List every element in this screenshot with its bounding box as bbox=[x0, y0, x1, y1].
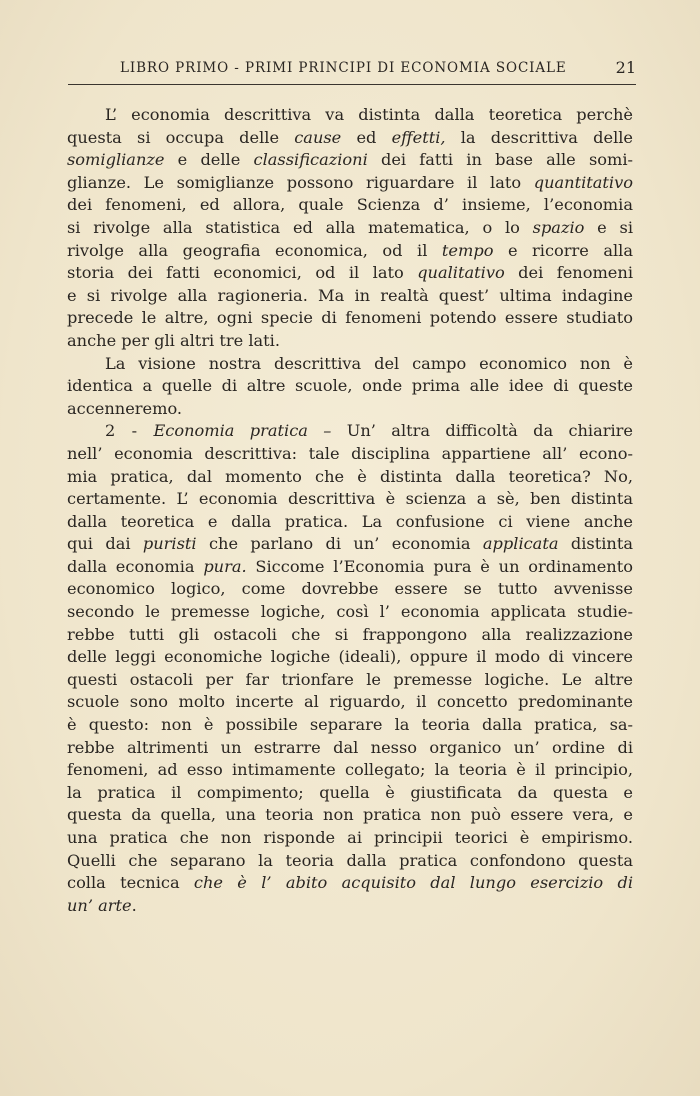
text-line: questi ostacoli per far trionfare le premesse logiche. Le altre bbox=[67, 669, 633, 689]
text-line: secondo le premesse logiche, così l’ economia applicata studie- bbox=[67, 602, 633, 622]
text-line: certamente. L’ economia descrittiva è scienza a sè, ben distinta bbox=[67, 489, 633, 509]
text-line: precede le altre, ogni specie di fenomeni potendo essere studiato bbox=[67, 308, 633, 328]
text-line: dalla teoretica e dalla pratica. La confusione ci viene anche bbox=[67, 511, 633, 531]
text-line: colla tecnica che è l’ abito acquisito dal lungo esercizio di bbox=[67, 873, 634, 893]
text-line: somiglianze e delle classificazioni dei fatti in base alle somi- bbox=[67, 150, 633, 170]
text-line: Quelli che separano la teoria dalla pratica confondono questa bbox=[67, 850, 633, 870]
text-line: anche per gli altri tre lati. bbox=[67, 330, 280, 350]
text-line: e si rivolge alla ragioneria. Ma in realtà quest’ ultima indagine bbox=[67, 285, 633, 305]
text-line: scuole sono molto incerte al riguardo, il concetto predominante bbox=[67, 692, 633, 712]
section-2-economia-pratica bbox=[67, 420, 633, 917]
text-line: L’ economia descrittiva va distinta dalla teoretica perchè bbox=[105, 105, 633, 124]
section-number: 2 - bbox=[105, 421, 154, 441]
text-line: La visione nostra descrittiva del campo economico non è bbox=[105, 353, 633, 373]
text-line: delle leggi economiche logiche (ideali), oppure il modo di vincere bbox=[67, 647, 633, 667]
text-line: accenneremo. bbox=[67, 398, 183, 418]
text-line: storia dei fatti economici, od il lato qualitativo dei fenomeni bbox=[67, 263, 633, 283]
text-line: economico logico, come dovrebbe essere se tutto avvenisse bbox=[67, 579, 633, 599]
text-line: una pratica che non risponde ai principii teorici è empirismo. bbox=[67, 828, 633, 847]
text-line: dalla economia pura. Siccome l’Economia pura è un ordinamento bbox=[67, 556, 633, 576]
text-line: questa si occupa delle cause ed effetti, la descrittiva delle bbox=[67, 127, 634, 147]
text-line: nell’ economia descrittiva: tale disciplina appartiene all’ econo- bbox=[67, 443, 633, 463]
text-line: la pratica il compimento; quella è giustificata da questa e bbox=[67, 782, 633, 802]
text-line: identica a quelle di altre scuole, onde prima alle idee di queste bbox=[67, 376, 633, 396]
text-line: glianze. Le somiglianze possono riguardare il lato quantitativo bbox=[67, 172, 633, 192]
text-line: è questo: non è possibile separare la teoria dalla pratica, sa- bbox=[67, 715, 633, 735]
text-line: mia pratica, dal momento che è distinta dalla teoretica? No, bbox=[67, 466, 633, 486]
page-number: 21 bbox=[615, 58, 636, 77]
text-line: qui dai puristi che parlano di un’ economia applicata distinta bbox=[67, 534, 633, 554]
page-header bbox=[68, 58, 636, 85]
text-line: questa da quella, una teoria non pratica non può essere vera, e bbox=[67, 805, 633, 825]
text-line: si rivolge alla statistica ed alla matematica, o lo spazio e si bbox=[67, 217, 634, 237]
text-line: fenomeni, ad esso intimamente collegato; la teoria è il principio, bbox=[67, 760, 633, 780]
text-line: un’ arte. bbox=[67, 895, 137, 915]
section-heading-line: 2 - Economia pratica – Un’ altra difficoltà da chiarire bbox=[105, 421, 633, 441]
text-line: rebbe altrimenti un estrarre dal nesso organico un’ ordine di bbox=[67, 737, 633, 757]
text-line: dei fenomeni, ed allora, quale Scienza d’ insieme, l’economia bbox=[67, 195, 633, 215]
running-head: LIBRO PRIMO - PRIMI PRINCIPI DI ECONOMIA SOCIALE bbox=[120, 60, 567, 76]
paragraph-vision bbox=[67, 353, 633, 421]
text-line: rivolge alla geografia economica, od il tempo e ricorre alla bbox=[67, 240, 633, 260]
paragraph-descriptive-economics bbox=[67, 104, 633, 353]
text-line: rebbe tutti gli ostacoli che si frappongono alla realizzazione bbox=[67, 624, 633, 644]
section-title: Economia pratica – bbox=[153, 421, 332, 441]
page-body bbox=[67, 104, 633, 917]
